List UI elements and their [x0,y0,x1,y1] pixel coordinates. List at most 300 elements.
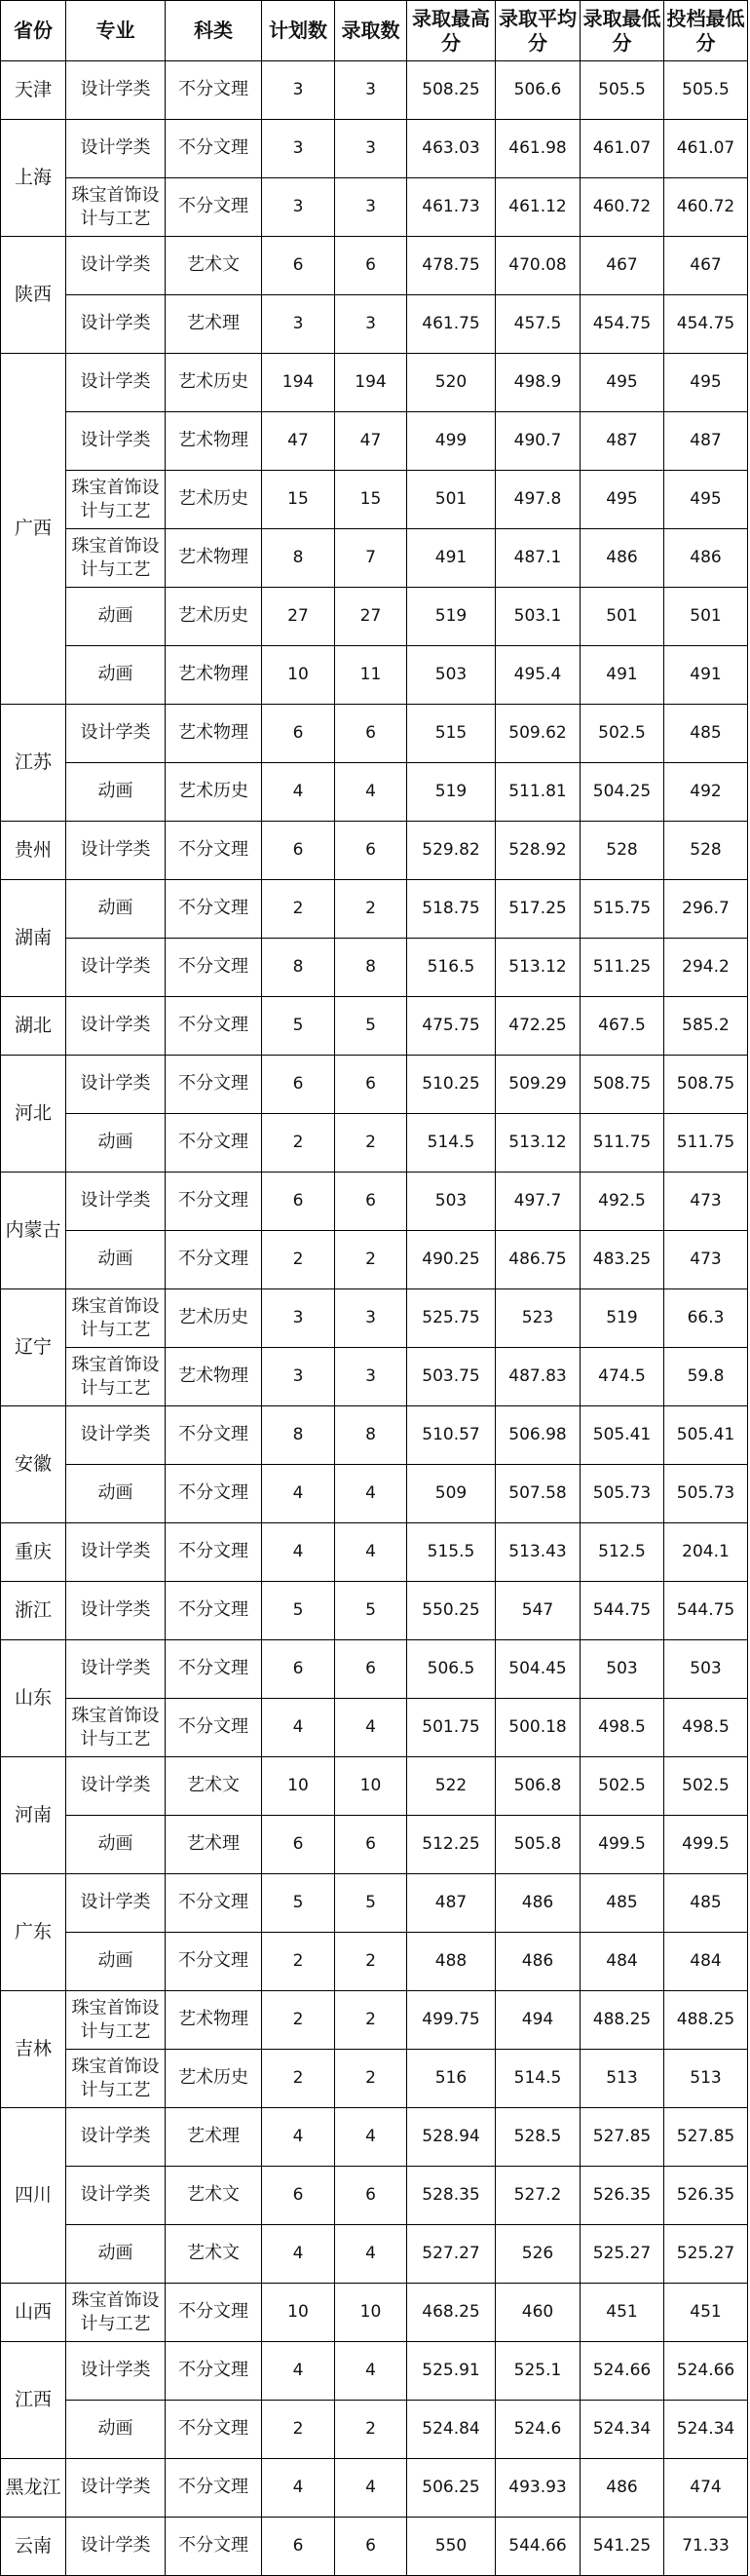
category-cell: 不分文理 [166,1231,262,1289]
table-row [1,1582,748,1640]
min-score-cell: 513 [581,2050,664,2108]
max-score-cell: 524.84 [407,2401,496,2459]
cutoff-score-cell: 454.75 [664,295,748,354]
cutoff-score-cell: 461.07 [664,120,748,178]
plan-cell: 8 [262,1406,335,1465]
avg-score-cell: 513.12 [496,939,581,997]
cutoff-score-cell: 487 [664,412,748,471]
plan-cell: 10 [262,1757,335,1816]
plan-cell: 4 [262,2342,335,2401]
table-row [1,705,748,763]
header-admitted: 录取数 [335,1,407,61]
plan-cell: 2 [262,1933,335,1991]
province-cell: 上海 [1,120,66,237]
max-score-cell: 520 [407,354,496,412]
plan-cell: 6 [262,237,335,295]
category-cell: 不分文理 [166,1114,262,1173]
province-cell: 浙江 [1,1582,66,1640]
avg-score-cell: 503.1 [496,588,581,646]
max-score-cell: 519 [407,588,496,646]
province-cell: 黑龙江 [1,2459,66,2518]
major-cell: 设计学类 [66,822,166,880]
min-score-cell: 486 [581,2459,664,2518]
max-score-cell: 515 [407,705,496,763]
category-cell: 不分文理 [166,1406,262,1465]
avg-score-cell: 495.4 [496,646,581,705]
major-cell: 动画 [66,1114,166,1173]
cutoff-score-cell: 204.1 [664,1523,748,1582]
major-cell: 设计学类 [66,1757,166,1816]
min-score-cell: 495 [581,354,664,412]
table-row [1,822,748,880]
admitted-cell: 6 [335,1640,407,1699]
cutoff-score-cell: 524.34 [664,2401,748,2459]
table-row [1,2401,748,2459]
category-cell: 不分文理 [166,1173,262,1231]
avg-score-cell: 544.66 [496,2518,581,2576]
category-cell: 艺术历史 [166,588,262,646]
max-score-cell: 503.75 [407,1348,496,1406]
max-score-cell: 463.03 [407,120,496,178]
table-row [1,997,748,1056]
plan-cell: 4 [262,2459,335,2518]
max-score-cell: 490.25 [407,1231,496,1289]
province-cell: 贵州 [1,822,66,880]
cutoff-score-cell: 473 [664,1173,748,1231]
category-cell: 不分文理 [166,880,262,939]
province-cell: 陕西 [1,237,66,354]
category-cell: 艺术理 [166,295,262,354]
cutoff-score-cell: 501 [664,588,748,646]
avg-score-cell: 460 [496,2284,581,2342]
major-cell: 珠宝首饰设计与工艺 [66,2284,166,2342]
min-score-cell: 544.75 [581,1582,664,1640]
province-cell: 湖南 [1,880,66,997]
category-cell: 艺术物理 [166,1348,262,1406]
header-category: 科类 [166,1,262,61]
province-cell: 山西 [1,2284,66,2342]
plan-cell: 8 [262,939,335,997]
plan-cell: 2 [262,1114,335,1173]
admitted-cell: 2 [335,1231,407,1289]
category-cell: 不分文理 [166,120,262,178]
cutoff-score-cell: 485 [664,1874,748,1933]
admitted-cell: 6 [335,2167,407,2225]
category-cell: 艺术物理 [166,529,262,588]
avg-score-cell: 517.25 [496,880,581,939]
table-row [1,1173,748,1231]
major-cell: 设计学类 [66,295,166,354]
avg-score-cell: 526 [496,2225,581,2284]
avg-score-cell: 487.1 [496,529,581,588]
admitted-cell: 7 [335,529,407,588]
cutoff-score-cell: 544.75 [664,1582,748,1640]
table-row [1,237,748,295]
plan-cell: 2 [262,880,335,939]
max-score-cell: 522 [407,1757,496,1816]
cutoff-score-cell: 492 [664,763,748,822]
major-cell: 设计学类 [66,61,166,120]
admitted-cell: 6 [335,1056,407,1114]
min-score-cell: 486 [581,529,664,588]
avg-score-cell: 524.6 [496,2401,581,2459]
category-cell: 不分文理 [166,1874,262,1933]
province-cell: 天津 [1,61,66,120]
min-score-cell: 483.25 [581,1231,664,1289]
avg-score-cell: 513.12 [496,1114,581,1173]
max-score-cell: 550.25 [407,1582,496,1640]
cutoff-score-cell: 502.5 [664,1757,748,1816]
admitted-cell: 4 [335,1523,407,1582]
max-score-cell: 488 [407,1933,496,1991]
avg-score-cell: 509.62 [496,705,581,763]
cutoff-score-cell: 498.5 [664,1699,748,1757]
major-cell: 设计学类 [66,1582,166,1640]
header-major: 专业 [66,1,166,61]
plan-cell: 5 [262,1874,335,1933]
major-cell: 设计学类 [66,1173,166,1231]
major-cell: 珠宝首饰设计与工艺 [66,1699,166,1757]
header-max-score: 录取最高分 [407,1,496,61]
avg-score-cell: 486 [496,1933,581,1991]
category-cell: 不分文理 [166,939,262,997]
plan-cell: 2 [262,2050,335,2108]
major-cell: 动画 [66,2225,166,2284]
plan-cell: 2 [262,2401,335,2459]
province-cell: 辽宁 [1,1289,66,1406]
major-cell: 设计学类 [66,2342,166,2401]
min-score-cell: 454.75 [581,295,664,354]
plan-cell: 6 [262,1173,335,1231]
avg-score-cell: 472.25 [496,997,581,1056]
header-province: 省份 [1,1,66,61]
major-cell: 珠宝首饰设计与工艺 [66,471,166,529]
admitted-cell: 6 [335,237,407,295]
admitted-cell: 2 [335,880,407,939]
avg-score-cell: 487.83 [496,1348,581,1406]
max-score-cell: 461.73 [407,178,496,237]
plan-cell: 4 [262,1699,335,1757]
cutoff-score-cell: 296.7 [664,880,748,939]
min-score-cell: 491 [581,646,664,705]
category-cell: 不分文理 [166,822,262,880]
avg-score-cell: 461.98 [496,120,581,178]
plan-cell: 6 [262,1816,335,1874]
min-score-cell: 488.25 [581,1991,664,2050]
min-score-cell: 498.5 [581,1699,664,1757]
province-cell: 内蒙古 [1,1173,66,1289]
major-cell: 设计学类 [66,2518,166,2576]
category-cell: 艺术物理 [166,705,262,763]
max-score-cell: 550 [407,2518,496,2576]
plan-cell: 10 [262,646,335,705]
admitted-cell: 10 [335,1757,407,1816]
major-cell: 设计学类 [66,1640,166,1699]
category-cell: 艺术物理 [166,412,262,471]
avg-score-cell: 528.5 [496,2108,581,2167]
admitted-cell: 15 [335,471,407,529]
major-cell: 动画 [66,1816,166,1874]
plan-cell: 6 [262,2167,335,2225]
category-cell: 艺术物理 [166,646,262,705]
plan-cell: 6 [262,2518,335,2576]
min-score-cell: 508.75 [581,1056,664,1114]
table-row [1,2225,748,2284]
min-score-cell: 525.27 [581,2225,664,2284]
category-cell: 艺术理 [166,2108,262,2167]
min-score-cell: 501 [581,588,664,646]
table-row [1,120,748,178]
min-score-cell: 526.35 [581,2167,664,2225]
cutoff-score-cell: 484 [664,1933,748,1991]
avg-score-cell: 493.93 [496,2459,581,2518]
max-score-cell: 512.25 [407,1816,496,1874]
category-cell: 不分文理 [166,2459,262,2518]
category-cell: 艺术历史 [166,2050,262,2108]
cutoff-score-cell: 525.27 [664,2225,748,2284]
avg-score-cell: 497.7 [496,1173,581,1231]
plan-cell: 27 [262,588,335,646]
table-row [1,1523,748,1582]
table-row [1,2050,748,2108]
category-cell: 艺术文 [166,2167,262,2225]
cutoff-score-cell: 460.72 [664,178,748,237]
admitted-cell: 8 [335,1406,407,1465]
table-row [1,1348,748,1406]
cutoff-score-cell: 503 [664,1640,748,1699]
admitted-cell: 6 [335,2518,407,2576]
avg-score-cell: 461.12 [496,178,581,237]
category-cell: 艺术文 [166,2225,262,2284]
table-row [1,295,748,354]
max-score-cell: 475.75 [407,997,496,1056]
min-score-cell: 467.5 [581,997,664,1056]
category-cell: 不分文理 [166,61,262,120]
max-score-cell: 501.75 [407,1699,496,1757]
plan-cell: 3 [262,295,335,354]
plan-cell: 2 [262,1991,335,2050]
min-score-cell: 527.85 [581,2108,664,2167]
plan-cell: 4 [262,2108,335,2167]
table-row [1,1406,748,1465]
category-cell: 艺术文 [166,237,262,295]
province-cell: 山东 [1,1640,66,1757]
admitted-cell: 6 [335,1816,407,1874]
min-score-cell: 502.5 [581,1757,664,1816]
table-row [1,763,748,822]
max-score-cell: 468.25 [407,2284,496,2342]
max-score-cell: 525.75 [407,1289,496,1348]
table-row [1,1991,748,2050]
avg-score-cell: 470.08 [496,237,581,295]
admitted-cell: 10 [335,2284,407,2342]
avg-score-cell: 509.29 [496,1056,581,1114]
category-cell: 不分文理 [166,1933,262,1991]
max-score-cell: 499.75 [407,1991,496,2050]
table-row [1,354,748,412]
cutoff-score-cell: 528 [664,822,748,880]
category-cell: 不分文理 [166,2284,262,2342]
plan-cell: 5 [262,1582,335,1640]
cutoff-score-cell: 495 [664,354,748,412]
admitted-cell: 3 [335,1289,407,1348]
avg-score-cell: 505.8 [496,1816,581,1874]
category-cell: 不分文理 [166,178,262,237]
admitted-cell: 3 [335,61,407,120]
max-score-cell: 514.5 [407,1114,496,1173]
category-cell: 不分文理 [166,997,262,1056]
admitted-cell: 3 [335,120,407,178]
plan-cell: 4 [262,763,335,822]
province-cell: 吉林 [1,1991,66,2108]
province-cell: 云南 [1,2518,66,2576]
min-score-cell: 524.66 [581,2342,664,2401]
admitted-cell: 4 [335,2342,407,2401]
table-row [1,1465,748,1523]
plan-cell: 4 [262,1465,335,1523]
cutoff-score-cell: 508.75 [664,1056,748,1114]
province-cell: 湖北 [1,997,66,1056]
cutoff-score-cell: 294.2 [664,939,748,997]
province-cell: 江西 [1,2342,66,2459]
table-row [1,1289,748,1348]
header-avg-score: 录取平均分 [496,1,581,61]
min-score-cell: 515.75 [581,880,664,939]
table-row [1,939,748,997]
table-row [1,412,748,471]
category-cell: 不分文理 [166,1640,262,1699]
plan-cell: 6 [262,705,335,763]
admitted-cell: 8 [335,939,407,997]
major-cell: 动画 [66,1231,166,1289]
major-cell: 设计学类 [66,2459,166,2518]
cutoff-score-cell: 473 [664,1231,748,1289]
plan-cell: 6 [262,1056,335,1114]
avg-score-cell: 457.5 [496,295,581,354]
cutoff-score-cell: 491 [664,646,748,705]
major-cell: 设计学类 [66,1523,166,1582]
admitted-cell: 47 [335,412,407,471]
major-cell: 设计学类 [66,354,166,412]
min-score-cell: 461.07 [581,120,664,178]
category-cell: 不分文理 [166,1465,262,1523]
min-score-cell: 505.5 [581,61,664,120]
category-cell: 艺术物理 [166,1991,262,2050]
category-cell: 不分文理 [166,1699,262,1757]
province-cell: 河北 [1,1056,66,1173]
category-cell: 艺术文 [166,1757,262,1816]
header-cutoff-score: 投档最低分 [664,1,748,61]
category-cell: 艺术历史 [166,1289,262,1348]
admitted-cell: 6 [335,1173,407,1231]
category-cell: 艺术历史 [166,763,262,822]
plan-cell: 8 [262,529,335,588]
table-row [1,1699,748,1757]
category-cell: 不分文理 [166,1582,262,1640]
cutoff-score-cell: 505.41 [664,1406,748,1465]
table-row [1,471,748,529]
table-row [1,1816,748,1874]
admitted-cell: 11 [335,646,407,705]
max-score-cell: 516 [407,2050,496,2108]
avg-score-cell: 506.8 [496,1757,581,1816]
cutoff-score-cell: 59.8 [664,1348,748,1406]
major-cell: 动画 [66,1465,166,1523]
min-score-cell: 487 [581,412,664,471]
max-score-cell: 503 [407,1173,496,1231]
min-score-cell: 495 [581,471,664,529]
cutoff-score-cell: 527.85 [664,2108,748,2167]
header-row [1,1,748,61]
table-row [1,646,748,705]
major-cell: 珠宝首饰设计与工艺 [66,1348,166,1406]
plan-cell: 3 [262,1289,335,1348]
admitted-cell: 27 [335,588,407,646]
table-row [1,1640,748,1699]
major-cell: 珠宝首饰设计与工艺 [66,2050,166,2108]
min-score-cell: 505.41 [581,1406,664,1465]
max-score-cell: 503 [407,646,496,705]
cutoff-score-cell: 513 [664,2050,748,2108]
plan-cell: 5 [262,997,335,1056]
table-row [1,2518,748,2576]
major-cell: 珠宝首饰设计与工艺 [66,1991,166,2050]
min-score-cell: 502.5 [581,705,664,763]
table-row [1,2459,748,2518]
table-row [1,2167,748,2225]
min-score-cell: 511.75 [581,1114,664,1173]
plan-cell: 3 [262,120,335,178]
avg-score-cell: 494 [496,1991,581,2050]
min-score-cell: 519 [581,1289,664,1348]
avg-score-cell: 513.43 [496,1523,581,1582]
major-cell: 设计学类 [66,237,166,295]
max-score-cell: 487 [407,1874,496,1933]
plan-cell: 4 [262,1523,335,1582]
admitted-cell: 3 [335,1348,407,1406]
table-row [1,61,748,120]
admitted-cell: 3 [335,295,407,354]
cutoff-score-cell: 467 [664,237,748,295]
major-cell: 设计学类 [66,1874,166,1933]
major-cell: 设计学类 [66,2167,166,2225]
admitted-cell: 2 [335,2050,407,2108]
province-cell: 安徽 [1,1406,66,1523]
major-cell: 设计学类 [66,412,166,471]
avg-score-cell: 511.81 [496,763,581,822]
avg-score-cell: 506.98 [496,1406,581,1465]
min-score-cell: 451 [581,2284,664,2342]
admitted-cell: 5 [335,1874,407,1933]
major-cell: 设计学类 [66,1406,166,1465]
min-score-cell: 512.5 [581,1523,664,1582]
min-score-cell: 524.34 [581,2401,664,2459]
min-score-cell: 504.25 [581,763,664,822]
max-score-cell: 491 [407,529,496,588]
avg-score-cell: 490.7 [496,412,581,471]
avg-score-cell: 527.2 [496,2167,581,2225]
table-row [1,1933,748,1991]
header-min-score: 录取最低分 [581,1,664,61]
table-body [1,61,748,2576]
max-score-cell: 509 [407,1465,496,1523]
avg-score-cell: 528.92 [496,822,581,880]
admitted-cell: 2 [335,1114,407,1173]
plan-cell: 194 [262,354,335,412]
plan-cell: 3 [262,1348,335,1406]
major-cell: 动画 [66,1933,166,1991]
cutoff-score-cell: 524.66 [664,2342,748,2401]
